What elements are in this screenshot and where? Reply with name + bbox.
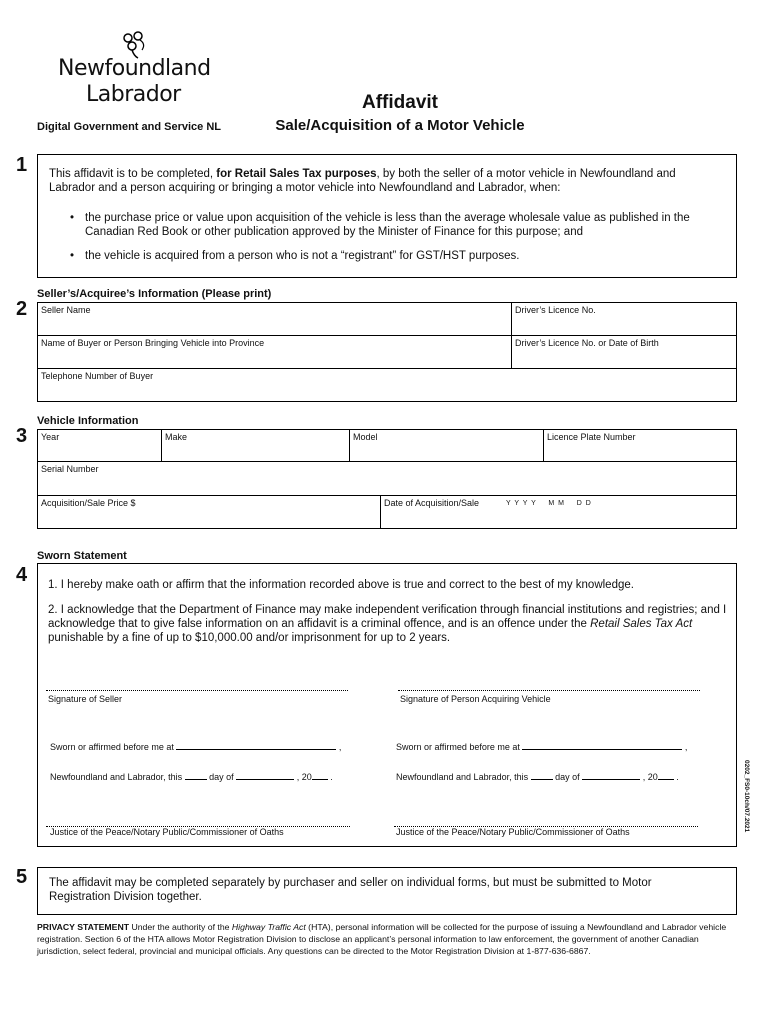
acquirer-sworn-location-blank[interactable] xyxy=(522,749,682,750)
acquisition-date-label: Date of Acquisition/Sale xyxy=(384,498,480,508)
acquisition-date-field[interactable] xyxy=(380,495,737,529)
sale-price-field[interactable] xyxy=(37,495,381,529)
acquirer-signature-line[interactable] xyxy=(398,690,700,691)
seller-justice-label: Justice of the Peace/Notary Public/Commissioner of Oaths xyxy=(50,827,284,837)
seller-sworn-date: Newfoundland and Labrador, this day of , 20 . xyxy=(50,772,333,782)
section-1-bullet-2: the vehicle is acquired from a person who is not a “registrant” for GST/HST purposes. xyxy=(85,250,520,262)
section-3-heading: Vehicle Information xyxy=(37,415,139,427)
logo-wordmark-line1: Newfoundland xyxy=(58,56,211,81)
buyer-telephone-label: Telephone Number of Buyer xyxy=(41,371,154,381)
form-subtitle: Sale/Acquisition of a Motor Vehicle xyxy=(275,117,525,134)
date-format-hint: Y Y Y Y M M D D xyxy=(506,500,592,507)
section-1-bullet-1: the purchase price or value upon acquisition of the vehicle is less than the average wholesale value as published in the Canadian Red Book or other publication approved by the Minister of Finance for this purpose; and xyxy=(85,212,690,238)
section-5-text: The affidavit may be completed separately by purchaser and seller on individual forms, but must be submitted to Motor Registration Division together. xyxy=(49,877,652,903)
seller-month-blank[interactable] xyxy=(236,779,294,780)
oath-item-2: 2. I acknowledge that the Department of Finance may make independent verification through financial institutions and registries; and I acknowledge that to give false information on an affidavit is a criminal offence, and is an offence under the Retail Sales Tax Act punishable by a fine of up to $10,000.00 and/or imprisonment for up to 2 years. xyxy=(48,604,727,644)
seller-licence-field[interactable] xyxy=(511,302,737,336)
section-1-number: 1 xyxy=(16,154,28,176)
year-field[interactable] xyxy=(37,429,162,462)
buyer-name-field[interactable] xyxy=(37,335,512,369)
section-1-intro: This affidavit is to be completed, for Retail Sales Tax purposes, by both the seller of a motor vehicle in Newfoundland and Labrador and a person acquiring or bringing a motor vehicle into Newfoundland and Labrador, when: xyxy=(49,168,676,194)
acquirer-month-blank[interactable] xyxy=(582,779,640,780)
department-name: Digital Government and Service NL xyxy=(37,121,221,133)
privacy-statement: PRIVACY STATEMENT Under the authority of the Highway Traffic Act (HTA), personal information will be collected for the purpose of issuing a Newfoundland and Labrador vehicle registration. Section 6 of the HTA allows Motor Registration Division to disclose an applicant’s personal information to law enforcement, the government of another Canadian jurisdiction, select federal, provincial and municipal officials. Any questions can be directed to the Motor Registration Division at 1-877-636-6867. xyxy=(37,922,727,956)
sale-price-label: Acquisition/Sale Price $ xyxy=(41,498,136,508)
buyer-telephone-field[interactable] xyxy=(37,368,737,402)
buyer-licence-dob-field[interactable] xyxy=(511,335,737,369)
section-5-box xyxy=(37,867,737,915)
logo-wordmark-line2: Labrador xyxy=(86,82,181,107)
bullet-dot: • xyxy=(70,212,75,224)
form-title: Affidavit xyxy=(362,92,438,113)
model-label: Model xyxy=(353,432,378,442)
section-5-number: 5 xyxy=(16,866,28,888)
acquirer-day-blank[interactable] xyxy=(531,779,553,780)
seller-signature-label: Signature of Seller xyxy=(48,694,123,704)
acquirer-signature-label: Signature of Person Acquiring Vehicle xyxy=(400,694,551,704)
make-field[interactable] xyxy=(161,429,350,462)
seller-sworn-location: Sworn or affirmed before me at , xyxy=(50,742,342,752)
bullet-dot: • xyxy=(70,250,75,262)
buyer-name-label: Name of Buyer or Person Bringing Vehicle into Province xyxy=(41,338,265,348)
section-2-heading: Seller’s/Acquiree’s Information (Please print) xyxy=(37,288,272,300)
section-4-heading: Sworn Statement xyxy=(37,550,127,562)
serial-number-label: Serial Number xyxy=(41,464,99,474)
licence-plate-label: Licence Plate Number xyxy=(547,432,636,442)
licence-plate-field[interactable] xyxy=(543,429,737,462)
acquirer-sworn-location: Sworn or affirmed before me at , xyxy=(396,742,688,752)
buyer-licence-dob-label: Driver’s Licence No. or Date of Birth xyxy=(515,338,659,348)
seller-name-field[interactable] xyxy=(37,302,512,336)
section-2-number: 2 xyxy=(16,298,28,320)
serial-number-field[interactable] xyxy=(37,461,737,496)
seller-year-blank[interactable] xyxy=(312,779,328,780)
make-label: Make xyxy=(165,432,188,442)
section-4-box xyxy=(37,563,737,847)
seller-day-blank[interactable] xyxy=(185,779,207,780)
seller-sworn-location-blank[interactable] xyxy=(176,749,336,750)
section-1-box xyxy=(37,154,737,278)
model-field[interactable] xyxy=(349,429,544,462)
acquirer-year-blank[interactable] xyxy=(658,779,674,780)
section-3-number: 3 xyxy=(16,425,28,447)
seller-signature-line[interactable] xyxy=(46,690,348,691)
acquirer-sworn-date: Newfoundland and Labrador, this day of , 20 . xyxy=(396,772,679,782)
seller-name-label: Seller Name xyxy=(41,305,91,315)
seller-licence-label: Driver’s Licence No. xyxy=(515,305,596,315)
section-4-number: 4 xyxy=(16,564,28,586)
oath-item-1: 1. I hereby make oath or affirm that the information recorded above is true and correct to the best of my knowledge. xyxy=(48,579,634,591)
acquirer-justice-label: Justice of the Peace/Notary Public/Commissioner of Oaths xyxy=(396,827,630,837)
year-label: Year xyxy=(41,432,60,442)
